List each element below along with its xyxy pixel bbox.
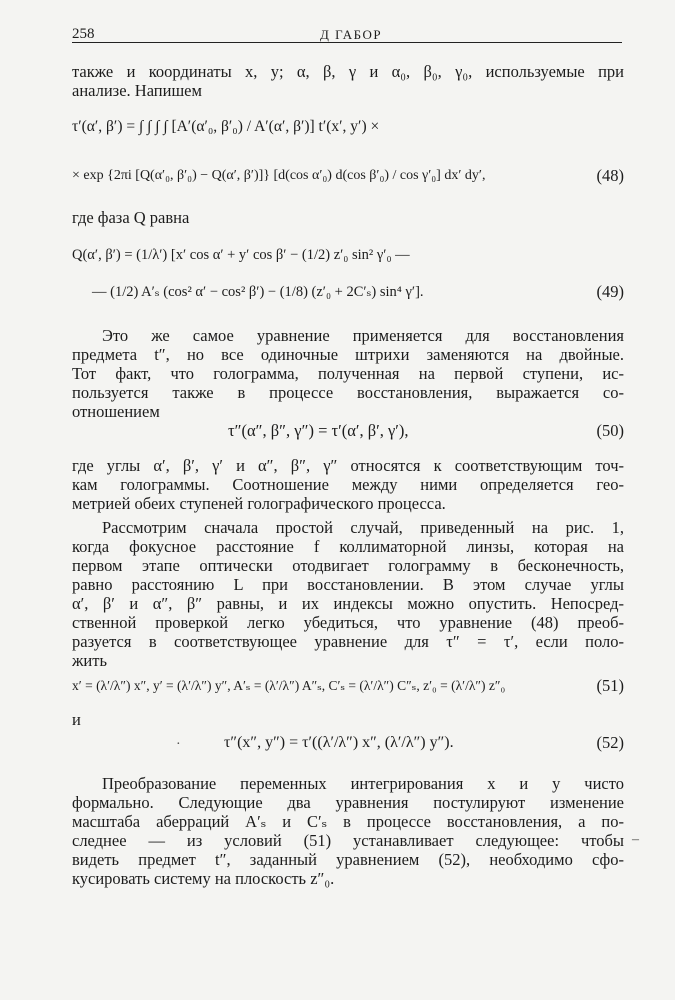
para4-line-2: формально. Следующие два уравнения постулируют изменение xyxy=(72,793,624,812)
para4-line-3: масштаба аберраций A′ₛ и C′ₛ в процессе восстановления, а по- xyxy=(72,812,624,831)
equation-48-line-1 xyxy=(72,116,624,138)
equation-50-number: (50) xyxy=(596,421,624,440)
equation-48-line-2 xyxy=(72,165,624,187)
para3-line-5: α′, β′ и α″, β″ равны, и их индексы можно опустить. Непосред- xyxy=(72,594,624,613)
para3-line-3: первом этапе оптически отодвигает голограмму в бесконечность, xyxy=(72,556,624,575)
equation-52-number: (52) xyxy=(596,733,624,752)
para4-line-4: следнее — из условий (51) устанавливает следующее: чтобы xyxy=(72,831,624,850)
para3-line-2: когда фокусное расстояние f коллиматорной линзы, которая на xyxy=(72,537,624,556)
para2-line-3: метрией обеих ступеней голографического процесса. xyxy=(72,494,446,513)
para3-line-7: разуется в соответствующее уравнение для τ″ = τ′, если поло- xyxy=(72,632,624,651)
para3-line-4: равно расстоянию L при восстановлении. В этом случае углы xyxy=(72,575,624,594)
equation-49-text-2: — (1/2) A′ₛ (cos² α′ − cos² β′) − (1/8) (z′₀ + 2C′ₛ) sin⁴ γ′]. xyxy=(92,284,424,300)
para3-line-6: ственной проверкой легко убедиться, что уравнение (48) преоб- xyxy=(72,613,624,632)
para4-line-6: кусировать систему на плоскость z″₀. xyxy=(72,869,335,888)
margin-dash-mark: – xyxy=(632,832,639,847)
stray-dot-mark: · xyxy=(176,737,181,752)
equation-51 xyxy=(72,675,624,697)
equation-48-text-1: τ′(α′, β′) = ∫ ∫ ∫ ∫ [A′(α′₀, β′₀) / A′(α′, β′)] t′(x′, y′) × xyxy=(72,118,380,135)
equation-51-number: (51) xyxy=(596,676,624,695)
page-number: 258 xyxy=(72,26,95,42)
equation-50-text: τ″(α″, β″, γ″) = τ′(α′, β′, γ′), xyxy=(228,421,409,440)
para1-line-2: предмета t″, но все одиночные штрихи заменяются на двойные. xyxy=(72,345,624,364)
para3-line-1: Рассмотрим сначала простой случай, приведенный на рис. 1, xyxy=(102,518,624,537)
equation-49-line-2 xyxy=(72,281,624,303)
conjunction: и xyxy=(72,710,81,729)
phase-intro: где фаза Q равна xyxy=(72,208,190,227)
para1-line-5: отношением xyxy=(72,402,160,421)
equation-51-text: x′ = (λ′/λ″) x″, y′ = (λ′/λ″) y″, A′ₛ = (λ′/λ″) A″ₛ, C′ₛ = (λ′/λ″) C″ₛ, z′₀ = (λ′/λ″) z″₀ xyxy=(72,678,506,693)
running-title: Д ГАБОР xyxy=(320,27,383,42)
equation-52-text: τ″(x″, y″) = τ′((λ′/λ″) x″, (λ′/λ″) y″). xyxy=(224,734,454,751)
para1-line-3: Тот факт, что голограмма, полученная на первой ступени, ис- xyxy=(72,364,624,383)
intro-line-1: также и координаты x, y; α, β, γ и α₀, β₀, γ₀, используемые при xyxy=(72,62,624,81)
para2-line-2: кам голограммы. Соотношение между ними определяется гео- xyxy=(72,475,624,494)
equation-49-text-1: Q(α′, β′) = (1/λ′) [x′ cos α′ + y′ cos β′ − (1/2) z′₀ sin² γ′₀ — xyxy=(72,247,410,263)
para1-line-4: пользуется также в процессе восстановления, выражается со- xyxy=(72,383,624,402)
equation-49-number: (49) xyxy=(596,282,624,301)
equation-48-text-2: × exp {2πi [Q(α′₀, β′₀) − Q(α′, β′)]} [d(cos α′₀) d(cos β′₀) / cos γ′₀] dx′ dy′, xyxy=(72,168,486,183)
equation-49-line-1 xyxy=(72,244,624,266)
para3-line-8: жить xyxy=(72,651,107,670)
equation-48-number: (48) xyxy=(596,166,624,185)
intro-line-2: анализе. Напишем xyxy=(72,81,202,100)
para4-line-5: видеть предмет t″, заданный уравнением (52), необходимо сфо- xyxy=(72,850,624,869)
para1-line-1: Это же самое уравнение применяется для восстановления xyxy=(102,326,624,345)
para2-line-1: где углы α′, β′, γ′ и α″, β″, γ″ относятся к соответствующим точ- xyxy=(72,456,624,475)
header-rule xyxy=(72,42,622,43)
para4-line-1: Преобразование переменных интегрирования x и y чисто xyxy=(102,774,624,793)
